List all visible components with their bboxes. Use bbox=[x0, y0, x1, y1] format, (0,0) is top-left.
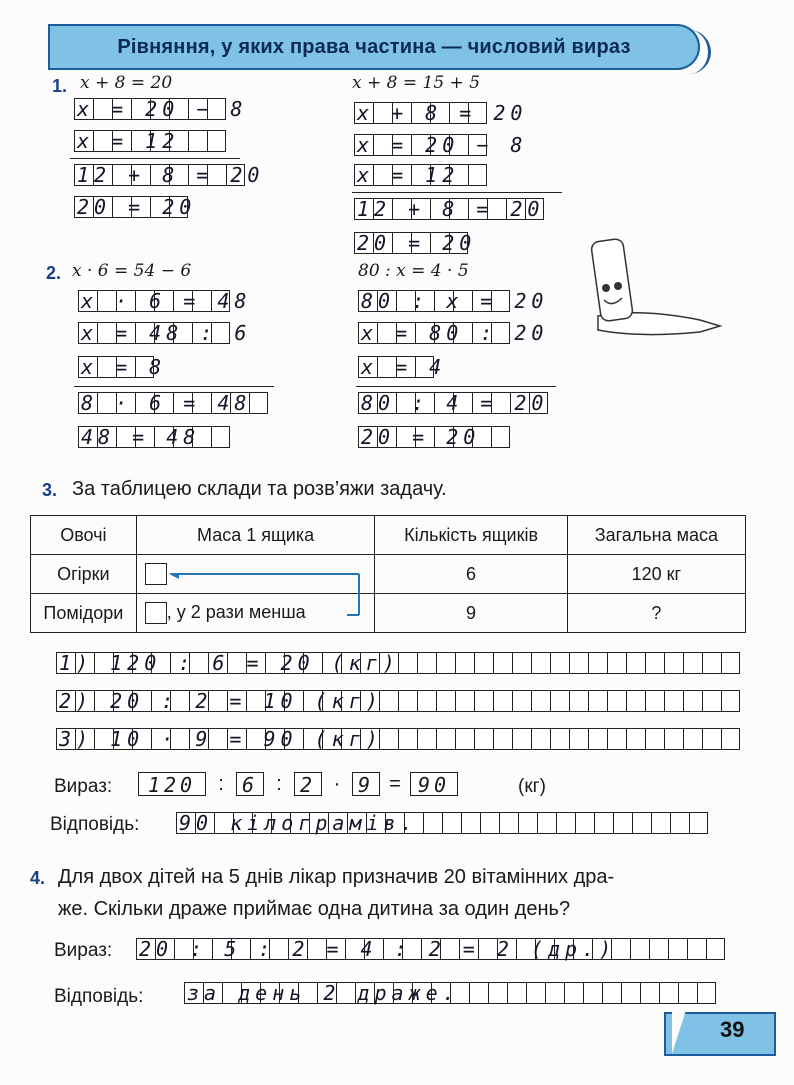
grid-cell bbox=[550, 652, 569, 674]
task-3-text: За таблицею склади та розв’яжи задачу. bbox=[72, 478, 447, 500]
check-divider-line bbox=[70, 158, 240, 159]
grid-cell bbox=[526, 982, 545, 1004]
task-4-text-line-2: же. Скільки драже приймає одна дитина за один день? bbox=[58, 898, 571, 920]
handwritten-line: 12 + 8 = 20 bbox=[357, 197, 545, 221]
grid-cell bbox=[594, 812, 613, 834]
task-1-left-equation: x + 8 = 20 bbox=[80, 73, 173, 93]
grid-cell bbox=[455, 728, 474, 750]
grid-cell bbox=[488, 982, 507, 1004]
grid-cell bbox=[621, 982, 640, 1004]
table-cell: 120 кг bbox=[567, 555, 745, 594]
grid-cell bbox=[588, 690, 607, 712]
grid-cell bbox=[468, 164, 487, 186]
handwritten-line: x = 4 bbox=[361, 355, 447, 379]
table-row bbox=[31, 594, 746, 633]
grid-cell bbox=[417, 652, 436, 674]
table-header: Маса 1 ящика bbox=[136, 516, 375, 555]
grid-cell bbox=[474, 690, 493, 712]
grid-cell bbox=[607, 652, 626, 674]
grid-cell bbox=[645, 652, 664, 674]
grid-cell bbox=[651, 812, 670, 834]
task-3-table bbox=[30, 515, 746, 633]
grid-cell bbox=[721, 728, 740, 750]
grid-cell bbox=[436, 728, 455, 750]
grid-cell bbox=[721, 690, 740, 712]
table-header: Овочі bbox=[31, 516, 137, 555]
handwritten-line: 48 = 48 bbox=[81, 425, 201, 449]
handwritten-line: 2) 20 : 2 = 10 (кг) bbox=[59, 689, 383, 713]
grid-cell bbox=[469, 982, 488, 1004]
task-2-number: 2. bbox=[46, 263, 62, 283]
task-1-right-equation: x + 8 = 15 + 5 bbox=[352, 73, 481, 93]
grid-cell bbox=[702, 690, 721, 712]
grid-cell bbox=[569, 728, 588, 750]
grid-cell bbox=[417, 690, 436, 712]
table-header: Загальна маса bbox=[567, 516, 745, 555]
grid-cell bbox=[537, 812, 556, 834]
grid-cell bbox=[499, 812, 518, 834]
grid-cell bbox=[607, 728, 626, 750]
grid-cell bbox=[398, 690, 417, 712]
handwritten-line: 12 + 8 = 20 bbox=[77, 163, 265, 187]
grid-cell bbox=[188, 130, 207, 152]
expression-number: 9 bbox=[352, 772, 380, 796]
task-4-text-line-1: Для двох дітей на 5 днів лікар призначив 20 вітамінних дра- bbox=[58, 866, 615, 888]
handwritten-line: 80 : 4 = 20 bbox=[361, 391, 549, 415]
grid-cell bbox=[512, 690, 531, 712]
grid-cell bbox=[211, 426, 230, 448]
grid-cell bbox=[442, 812, 461, 834]
grid-cell bbox=[436, 652, 455, 674]
grid-cell bbox=[531, 652, 550, 674]
operator: = bbox=[389, 773, 401, 795]
grid-cell bbox=[649, 938, 668, 960]
grid-cell bbox=[588, 728, 607, 750]
grid-cell bbox=[512, 728, 531, 750]
handwritten-line: 3) 10 · 9 = 90 (кг) bbox=[59, 727, 383, 751]
grid-cell bbox=[583, 982, 602, 1004]
expression-number: 2 bbox=[294, 772, 322, 796]
expression-label: Вираз: bbox=[54, 940, 113, 961]
grid-cell bbox=[702, 652, 721, 674]
expression-number: 90 bbox=[410, 772, 458, 796]
handwritten-line: x = 12 bbox=[77, 129, 180, 153]
grid-cell bbox=[417, 728, 436, 750]
handwritten-line: x · 6 = 48 bbox=[81, 289, 252, 313]
grid-cell bbox=[630, 938, 649, 960]
grid-cell bbox=[607, 690, 626, 712]
grid-cell bbox=[398, 728, 417, 750]
table-cell: 9 bbox=[375, 594, 567, 633]
handwritten-line: x = 8 bbox=[81, 355, 167, 379]
grid-cell bbox=[493, 652, 512, 674]
grid-cell bbox=[455, 652, 474, 674]
grid-cell bbox=[398, 652, 417, 674]
table-cell bbox=[136, 555, 375, 594]
grid-cell bbox=[632, 812, 651, 834]
handwritten-line: 20 = 20 bbox=[361, 425, 481, 449]
grid-cell bbox=[602, 982, 621, 1004]
grid-cell bbox=[664, 690, 683, 712]
grid-cell bbox=[626, 652, 645, 674]
grid-cell bbox=[683, 690, 702, 712]
grid-cell bbox=[207, 130, 226, 152]
table-row bbox=[31, 555, 746, 594]
pencil-character-icon bbox=[580, 228, 730, 348]
handwritten-line: 90 кілограмів. bbox=[179, 811, 418, 835]
grid-cell bbox=[659, 982, 678, 1004]
operator: : bbox=[218, 773, 224, 795]
grid-cell bbox=[670, 812, 689, 834]
empty-box bbox=[145, 563, 167, 585]
grid-cell bbox=[436, 690, 455, 712]
answer-label: Відповідь: bbox=[54, 986, 144, 1007]
expression-label: Вираз: bbox=[54, 776, 113, 797]
handwritten-line: 8 · 6 = 48 bbox=[81, 391, 252, 415]
handwritten-line: x = 20 − 8 bbox=[357, 133, 528, 157]
handwritten-line: x = 80 : 20 bbox=[361, 321, 549, 345]
table-cell: 6 bbox=[375, 555, 567, 594]
task-4-number: 4. bbox=[30, 868, 46, 888]
grid-cell bbox=[550, 690, 569, 712]
grid-cell bbox=[556, 812, 575, 834]
grid-cell bbox=[531, 728, 550, 750]
grid-cell bbox=[668, 938, 687, 960]
grid-cell bbox=[480, 812, 499, 834]
grid-cell bbox=[683, 652, 702, 674]
arrow-icon bbox=[169, 573, 369, 617]
table-cell: Огірки bbox=[31, 555, 137, 594]
grid-cell bbox=[423, 812, 442, 834]
grid-cell bbox=[569, 690, 588, 712]
grid-cell bbox=[702, 728, 721, 750]
task-1-number: 1. bbox=[52, 76, 68, 96]
grid-cell bbox=[645, 690, 664, 712]
grid-cell bbox=[613, 812, 632, 834]
grid-cell bbox=[706, 938, 725, 960]
grid-cell bbox=[626, 690, 645, 712]
check-divider-line bbox=[356, 386, 556, 387]
grid-cell bbox=[664, 652, 683, 674]
grid-cell bbox=[683, 728, 702, 750]
table-cell: Помідори bbox=[31, 594, 137, 633]
grid-cell bbox=[249, 392, 268, 414]
handwritten-line: x = 12 bbox=[357, 163, 460, 187]
handwritten-line: 1) 120 : 6 = 20 (кг) bbox=[59, 651, 400, 675]
grid-cell bbox=[575, 812, 594, 834]
expression-number: 120 bbox=[138, 772, 206, 796]
grid-cell bbox=[518, 812, 537, 834]
grid-cell bbox=[626, 728, 645, 750]
grid-cell bbox=[678, 982, 697, 1004]
task-3-number: 3. bbox=[42, 480, 58, 500]
grid-cell bbox=[550, 728, 569, 750]
grid-cell bbox=[545, 982, 564, 1004]
handwritten-line: 20 = 20 bbox=[357, 231, 477, 255]
grid-cell bbox=[493, 690, 512, 712]
grid-cell bbox=[569, 652, 588, 674]
check-divider-line bbox=[74, 386, 274, 387]
grid-cell bbox=[645, 728, 664, 750]
expression-number: 6 bbox=[236, 772, 264, 796]
handwritten-line: 80 : x = 20 bbox=[361, 289, 549, 313]
grid-cell bbox=[588, 652, 607, 674]
task-2-left-equation: x · 6 = 54 − 6 bbox=[72, 261, 192, 281]
page-number: 39 bbox=[720, 1017, 745, 1042]
expression-unit: (кг) bbox=[518, 776, 546, 797]
grid-cell bbox=[697, 982, 716, 1004]
handwritten-line: x = 20 − 8 bbox=[77, 97, 248, 121]
table-header-row bbox=[31, 516, 746, 555]
handwritten-line: x + 8 = 20 bbox=[357, 101, 528, 125]
handwritten-line: 20 : 5 : 2 = 4 : 2 = 2 (др.) bbox=[139, 937, 617, 961]
grid-cell bbox=[531, 690, 550, 712]
grid-cell bbox=[474, 728, 493, 750]
grid-cell bbox=[564, 982, 583, 1004]
task-2-right-equation: 80 : x = 4 · 5 bbox=[358, 261, 469, 281]
grid-cell bbox=[721, 652, 740, 674]
handwritten-line: 20 = 20 bbox=[77, 195, 197, 219]
check-divider-line bbox=[352, 192, 562, 193]
grid-cell bbox=[512, 652, 531, 674]
answer-label: Відповідь: bbox=[50, 814, 140, 835]
grid-cell bbox=[474, 652, 493, 674]
grid-cell bbox=[455, 690, 474, 712]
operator: · bbox=[333, 773, 341, 795]
handwritten-line: за день 2 драже. bbox=[187, 981, 460, 1005]
grid-cell bbox=[664, 728, 683, 750]
grid-cell bbox=[687, 938, 706, 960]
table-header: Кількість ящиків bbox=[375, 516, 567, 555]
empty-box bbox=[145, 602, 167, 624]
grid-cell bbox=[491, 426, 510, 448]
page-corner bbox=[672, 1010, 686, 1054]
operator: : bbox=[276, 773, 282, 795]
page-title: Рівняння, у яких права частина — числовий вираз bbox=[117, 36, 631, 58]
grid-cell bbox=[493, 728, 512, 750]
mass-note: , у 2 рази менша bbox=[166, 601, 306, 622]
handwritten-line: x = 48 : 6 bbox=[81, 321, 252, 345]
grid-cell bbox=[507, 982, 526, 1004]
grid-cell bbox=[461, 812, 480, 834]
table-cell: ? bbox=[567, 594, 745, 633]
grid-cell bbox=[640, 982, 659, 1004]
grid-cell bbox=[689, 812, 708, 834]
